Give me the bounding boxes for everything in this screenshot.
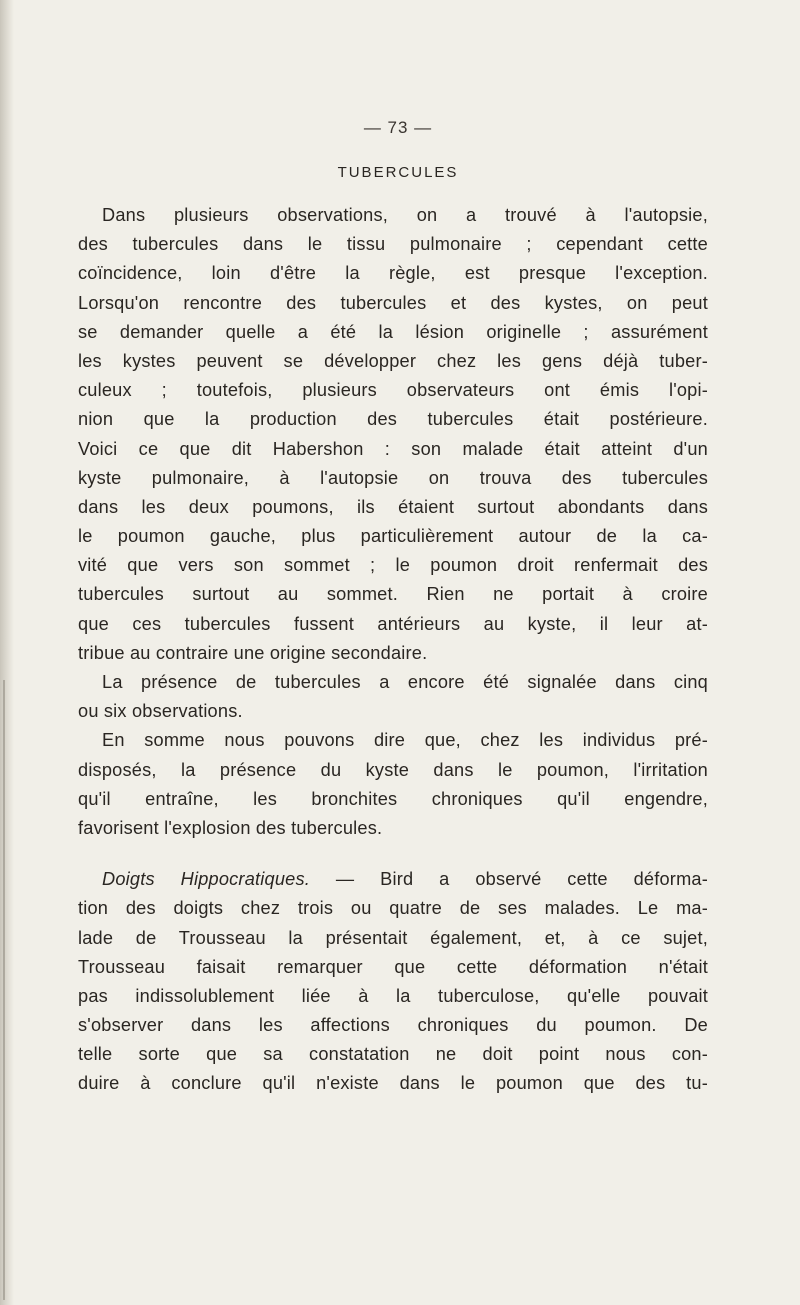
text-line: tion des doigts chez trois ou quatre de ses malades. Le ma-	[78, 898, 708, 919]
binding-shadow	[3, 680, 5, 1300]
text-line: tribue au contraire une origine secondaire.	[78, 642, 428, 663]
text-line: En somme nous pouvons dire que, chez les individus pré-	[102, 730, 708, 751]
text-line: Voici ce que dit Habershon : son malade était atteint d'un	[78, 438, 708, 459]
subsection-heading: Doigts Hippocratiques.	[102, 869, 310, 890]
paragraph-hippocratic-fingers	[78, 865, 708, 1099]
section-title: TUBERCULES	[337, 164, 459, 181]
text-line: culeux ; toutefois, plusieurs observateurs ont émis l'opi-	[78, 380, 708, 401]
text-line: s'observer dans les affections chroniques du poumon. De	[78, 1015, 708, 1036]
text-line: que ces tubercules fussent antérieurs au kyste, il leur at-	[78, 613, 708, 634]
paragraph-five-six	[78, 668, 708, 726]
paragraph-gap	[78, 843, 708, 865]
text-line: qu'il entraîne, les bronchites chroniques qu'il engendre,	[78, 788, 708, 809]
document-page	[78, 118, 708, 1099]
text-line: le poumon gauche, plus particulièrement autour de la ca-	[78, 526, 708, 547]
text-line: ou six observations.	[78, 701, 243, 722]
text-line: vité que vers son sommet ; le poumon droit renfermait des	[78, 555, 708, 576]
text-line: des tubercules dans le tissu pulmonaire ; cependant cette	[78, 234, 708, 255]
text-line: tubercules surtout au sommet. Rien ne portait à croire	[78, 584, 708, 605]
text-line: disposés, la présence du kyste dans le poumon, l'irritation	[78, 759, 708, 780]
paragraph-autopsy	[78, 201, 708, 668]
text-line: lade de Trousseau la présentait également, et, à ce sujet,	[78, 927, 708, 948]
text-line	[78, 865, 708, 894]
text-line: se demander quelle a été la lésion originelle ; assurément	[78, 321, 708, 342]
text-line: dans les deux poumons, ils étaient surtout abondants dans	[78, 496, 708, 517]
paragraph-conclusion	[78, 726, 708, 843]
text-line: Lorsqu'on rencontre des tubercules et des kystes, on peut	[78, 292, 708, 313]
text-line: Dans plusieurs observations, on a trouvé à l'autopsie,	[102, 205, 708, 225]
text-line: duire à conclure qu'il n'existe dans le poumon que des tu-	[78, 1073, 708, 1094]
text-line: Trousseau faisait remarquer que cette déformation n'était	[78, 956, 708, 977]
text-line: les kystes peuvent se développer chez les gens déjà tuber-	[78, 350, 708, 371]
text-line: nion que la production des tubercules était postérieure.	[78, 409, 708, 430]
text-line: kyste pulmonaire, à l'autopsie on trouva des tubercules	[78, 467, 708, 488]
text-line: favorisent l'explosion des tubercules.	[78, 817, 383, 838]
text-line: pas indissolublement liée à la tuberculose, qu'elle pouvait	[78, 985, 708, 1006]
text-run: — Bird a observé cette déforma-	[310, 869, 708, 890]
text-line: telle sorte que sa constatation ne doit point nous con-	[78, 1044, 708, 1065]
text-line: La présence de tubercules a encore été signalée dans cinq	[102, 672, 708, 692]
page-number: — 73 —	[363, 118, 433, 137]
text-line: coïncidence, loin d'être la règle, est presque l'exception.	[78, 263, 708, 284]
